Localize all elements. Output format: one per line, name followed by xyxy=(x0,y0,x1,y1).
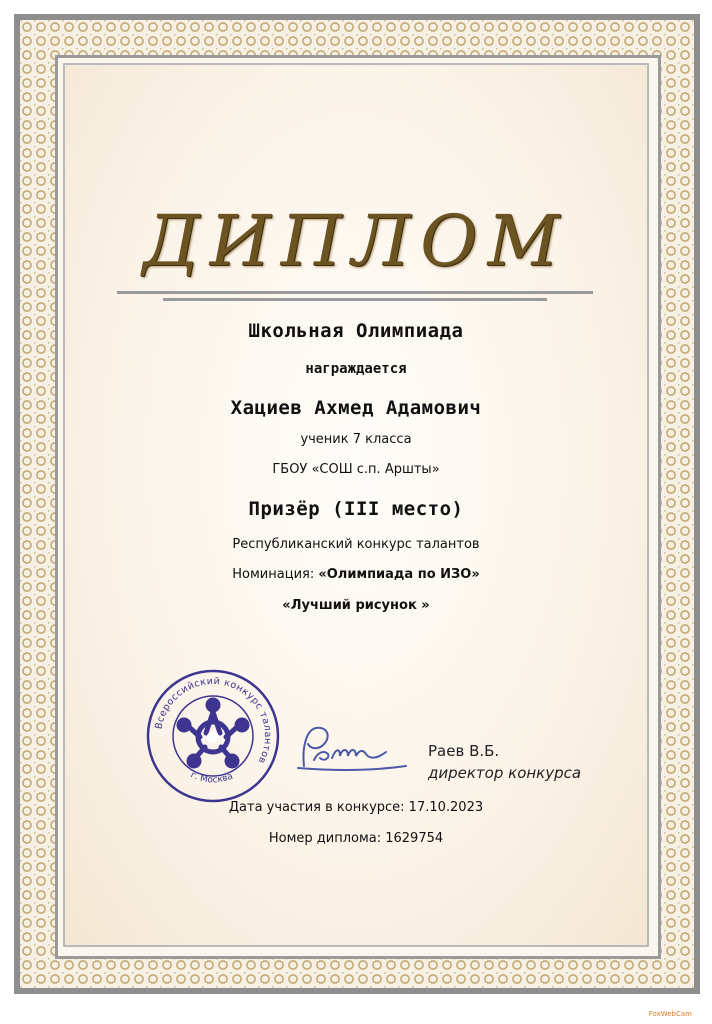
school-name: ГБОУ «СОШ с.п. Аршты» xyxy=(272,462,440,477)
title-divider-bottom xyxy=(163,298,547,301)
recipient-name: Хациев Ахмед Адамович xyxy=(230,397,482,419)
diploma-number: Номер диплома: 1629754 xyxy=(268,831,444,846)
title-divider-top xyxy=(117,291,593,294)
nomination-label: Номинация: xyxy=(232,567,315,582)
signature xyxy=(294,718,412,778)
watermark: FoxWebCam xyxy=(648,1010,692,1018)
work-title: «Лучший рисунок » xyxy=(282,598,430,613)
stamp-emblem-icon xyxy=(177,698,249,768)
stamp-city-text: г. Москва xyxy=(188,770,235,786)
nomination-line xyxy=(0,567,712,582)
awarded-text: награждается xyxy=(305,361,407,377)
diploma-title: ДИПЛОМ xyxy=(142,200,570,282)
nomination-value: «Олимпиада по ИЗО» xyxy=(318,567,480,582)
stamp-ring-text: Всероссийский конкурс талантов xyxy=(153,675,274,766)
stamp-seal xyxy=(144,667,282,805)
award-place: Призёр (III место) xyxy=(248,498,464,520)
participation-date: Дата участия в конкурсе: 17.10.2023 xyxy=(228,800,484,815)
olympiad-name: Школьная Олимпиада xyxy=(248,320,464,342)
signer-role: директор конкурса xyxy=(428,764,582,782)
contest-name: Республиканский конкурс талантов xyxy=(232,537,480,552)
signer-name: Раев В.Б. xyxy=(428,742,500,760)
grade-text: ученик 7 класса xyxy=(300,432,412,447)
